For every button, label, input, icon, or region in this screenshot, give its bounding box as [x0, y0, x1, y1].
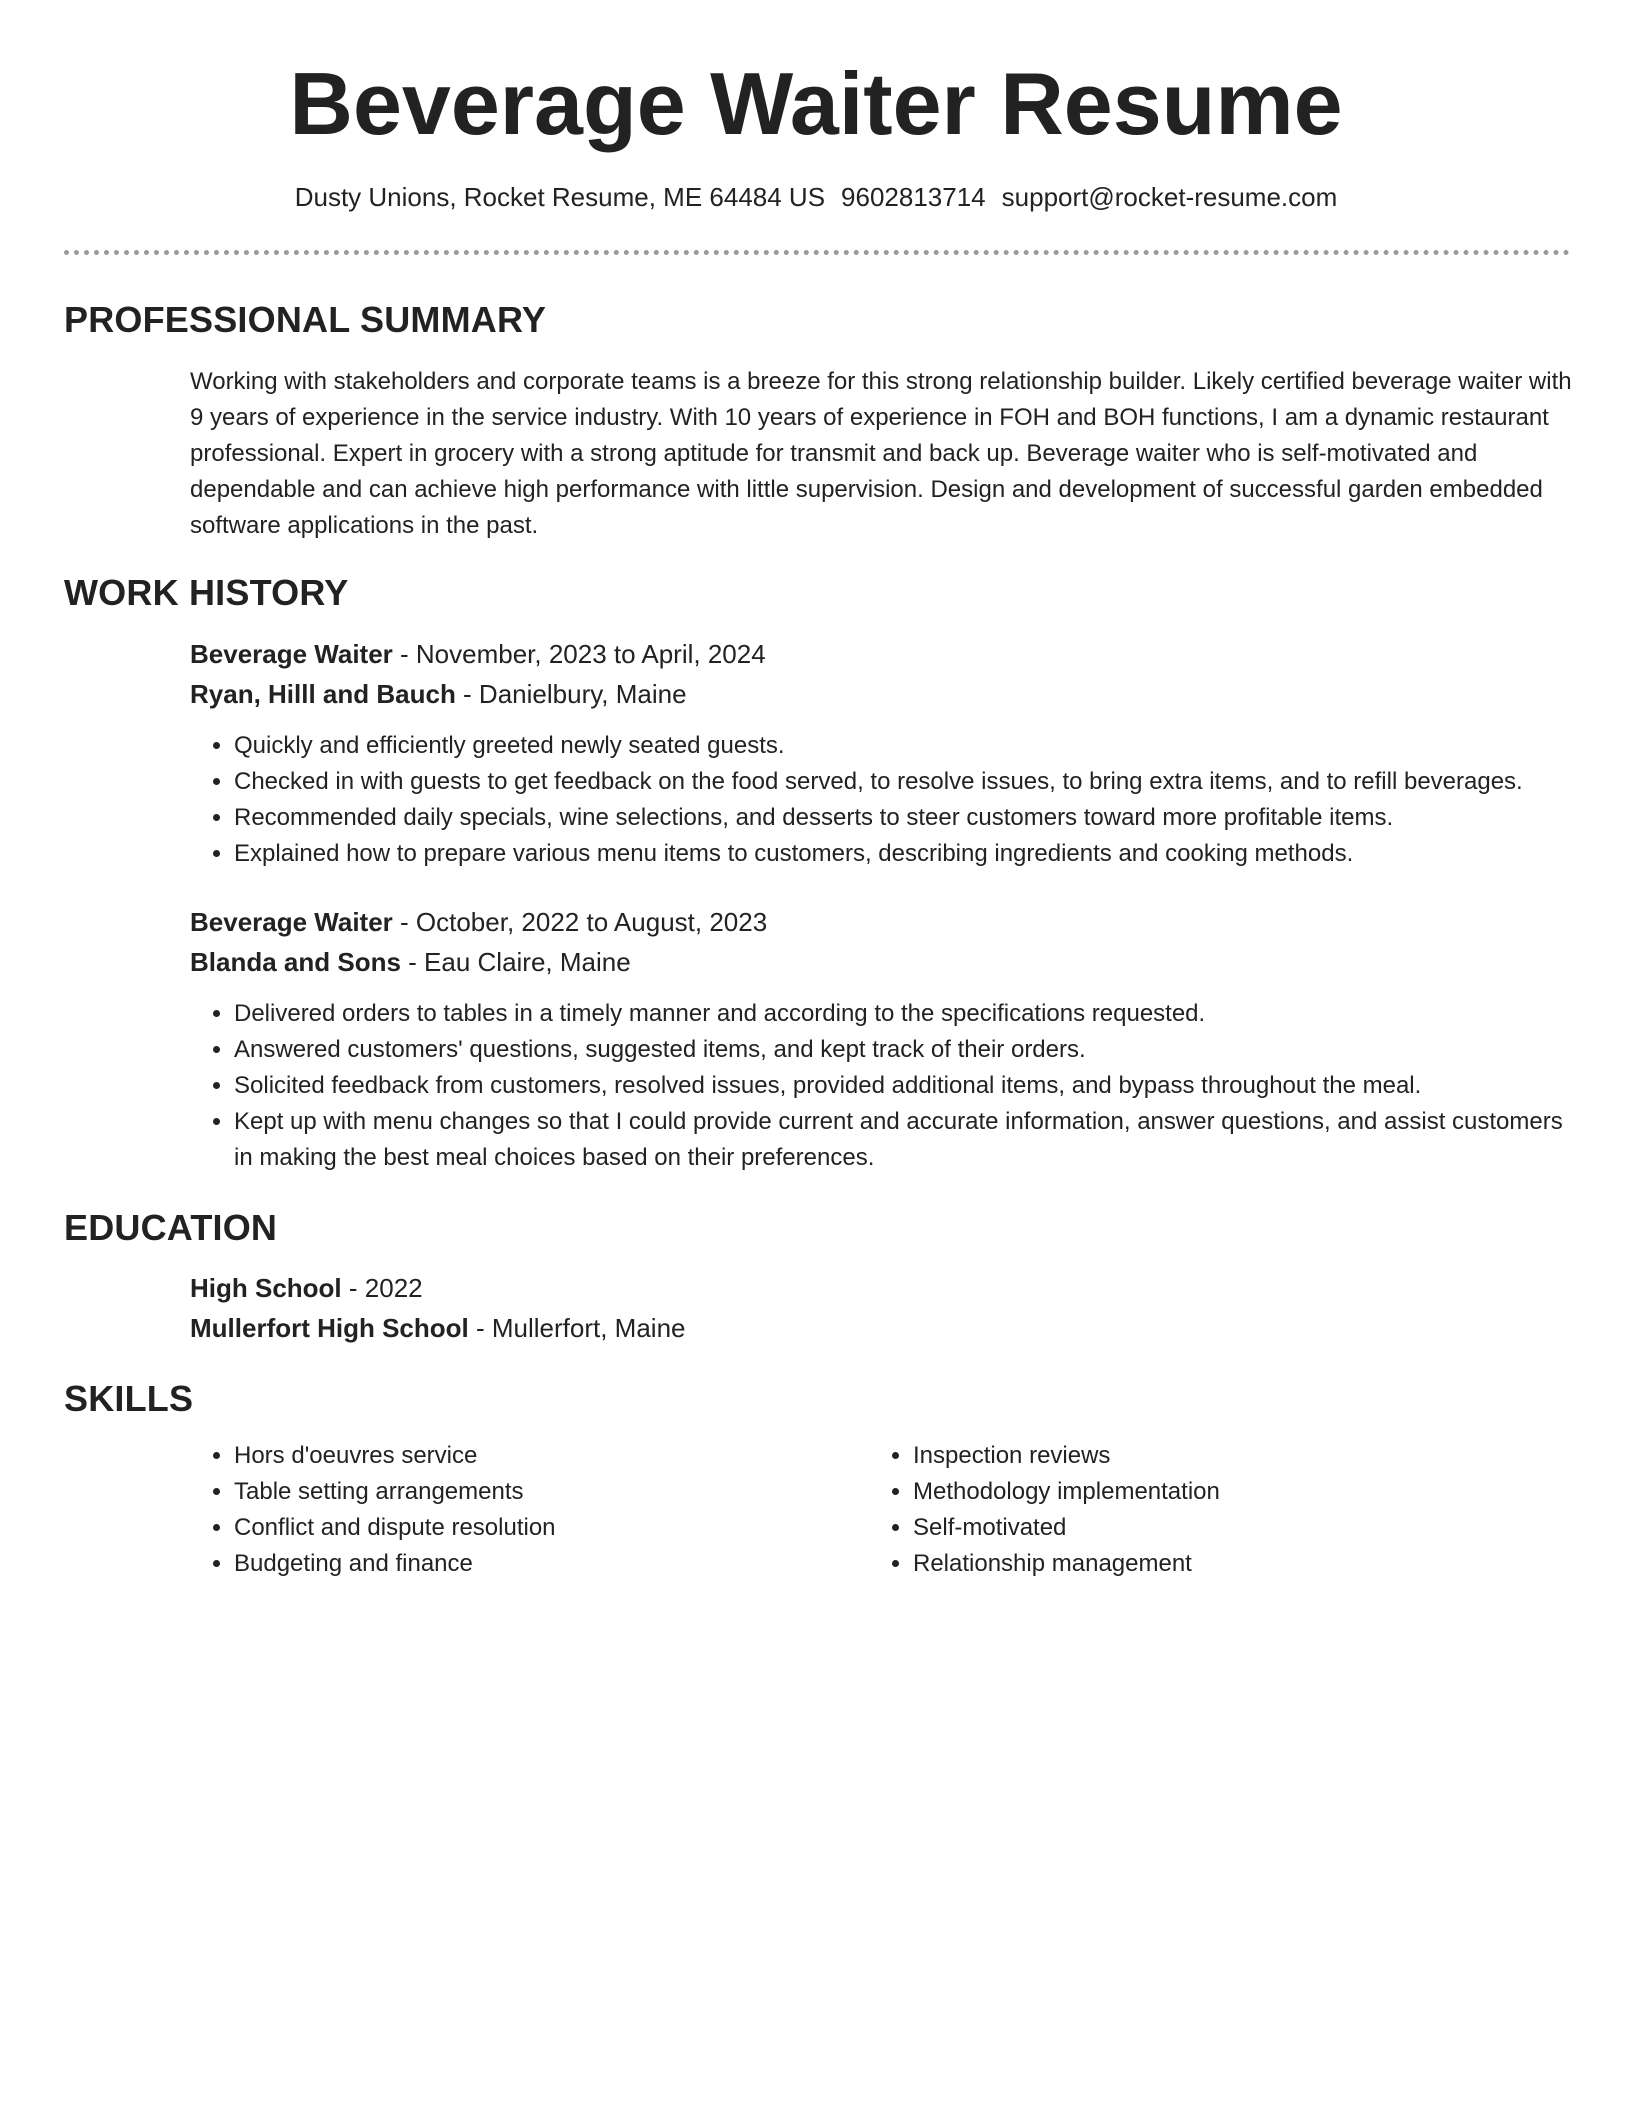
contact-address: Dusty Unions, Rocket Resume, ME 64484 US [294, 182, 826, 212]
education-school: Mullerfort High School [190, 1313, 469, 1343]
job-1-company: Ryan, Hilll and Bauch [190, 679, 456, 709]
list-item: • Quickly and efficiently greeted newly seated guests. [234, 728, 1580, 764]
education-year: - 2022 [341, 1273, 423, 1303]
list-item: • Conflict and dispute resolution [234, 1510, 870, 1546]
list-item: • Explained how to prepare various menu items to customers, describing ingredients and cooking methods. [234, 836, 1580, 872]
list-item: • Solicited feedback from customers, resolved issues, provided additional items, and bypass throughout the meal. [234, 1068, 1580, 1104]
education-degree: High School [190, 1273, 342, 1303]
job-1-position: Beverage Waiter [190, 639, 393, 669]
list-item: • Kept up with menu changes so that I could provide current and accurate information, answer questions, and assist customers in making the best meal choices based on their preferences. [234, 1104, 1580, 1176]
list-item: • Checked in with guests to get feedback on the food served, to resolve issues, to bring extra items, and to refill beverages. [234, 764, 1580, 800]
job-2-title-line [190, 904, 767, 940]
header-divider [64, 250, 1570, 255]
skills-list-right [869, 1438, 1569, 1582]
education-degree-line [190, 1270, 423, 1306]
list-item: • Budgeting and finance [234, 1546, 870, 1582]
skills-list-left [190, 1438, 870, 1582]
job-2-company: Blanda and Sons [190, 947, 401, 977]
section-title-skills: SKILLS [64, 1378, 194, 1419]
job-1-dates: - November, 2023 to April, 2024 [392, 639, 766, 669]
list-item: • Methodology implementation [913, 1474, 1569, 1510]
job-1-location: - Danielbury, Maine [455, 679, 687, 709]
list-item: • Recommended daily specials, wine selections, and desserts to steer customers toward more profitable items. [234, 800, 1580, 836]
contact-line [0, 180, 1632, 214]
job-1-duties [190, 728, 1580, 872]
list-item: • Answered customers' questions, suggested items, and kept track of their orders. [234, 1032, 1580, 1068]
contact-phone: 9602813714 [841, 182, 986, 212]
education-school-line [190, 1310, 686, 1346]
list-item: • Relationship management [913, 1546, 1569, 1582]
contact-email: support@rocket-resume.com [1001, 182, 1338, 212]
job-1-company-line [190, 676, 687, 712]
job-2-company-line [190, 944, 631, 980]
list-item: • Table setting arrangements [234, 1474, 870, 1510]
job-1-title-line [190, 636, 766, 672]
resume-title: Beverage Waiter Resume [289, 54, 1343, 153]
job-2-duties [190, 996, 1580, 1176]
list-item: • Delivered orders to tables in a timely manner and according to the specifications requested. [234, 996, 1580, 1032]
job-2-position: Beverage Waiter [190, 907, 393, 937]
list-item: • Hors d'oeuvres service [234, 1438, 870, 1474]
section-title-education: EDUCATION [64, 1207, 278, 1248]
section-title-work-history: WORK HISTORY [64, 572, 349, 613]
section-title-summary: PROFESSIONAL SUMMARY [64, 299, 547, 340]
education-location: - Mullerfort, Maine [468, 1313, 686, 1343]
list-item: • Self-motivated [913, 1510, 1569, 1546]
job-2-dates: - October, 2022 to August, 2023 [392, 907, 768, 937]
job-2-location: - Eau Claire, Maine [400, 947, 631, 977]
summary-text: Working with stakeholders and corporate teams is a breeze for this strong relationship builder. Likely certified beverage waiter with 9 years of experience in the service industry. With 10 years of experience in FOH and BOH functions, I am a dynamic restaurant professional. Expert in grocery with a strong aptitude for transmit and back up. Beverage waiter who is self-motivated and dependable and can achieve high performance with little supervision. Design and development of successful garden embedded software applications in the past. [190, 368, 1572, 539]
list-item: • Inspection reviews [913, 1438, 1569, 1474]
